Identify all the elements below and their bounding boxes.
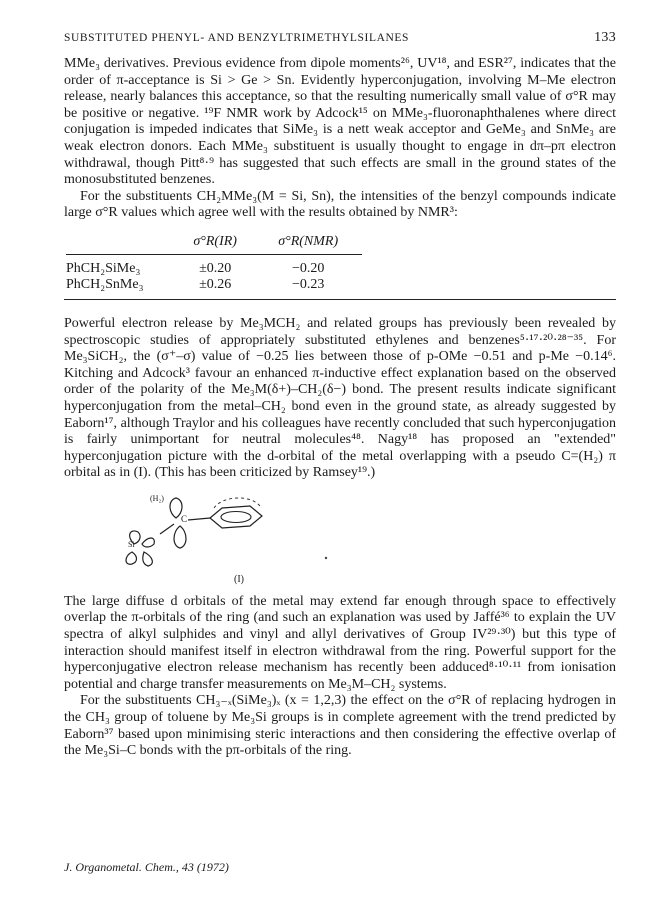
paragraph-5: For the substituents CH₃₋ₓ(SiMe₃)ₓ (x = 1,2,3) the effect on the σ°R of replacing hydrogen in the CH₃ group of toluene by Me₃Si groups is in complete agreement with the trend predicted by Eaborn³⁷ based upon minimising steric interactions and then considering the effective overlap of the Me₃Si–C bonds with the pπ-orbitals of the ring. [64,693,616,759]
structure-figure [64,488,616,588]
orbital-diagram [64,488,364,588]
table-cell-compound: PhCH₂SiMe₃ [66,260,141,276]
table-header-blank [66,230,176,255]
table-cell-nmr: −0.23 [291,276,325,292]
running-head [64,30,616,56]
figure-h2-label: (H₂) [150,493,164,503]
sigma-table [66,230,362,293]
table-cell-ir: ±0.20 [199,260,232,276]
table-row [66,277,362,293]
table-header-ir: σ°R(IR) [193,233,237,249]
page-number: 133 [594,30,616,45]
page [64,30,616,760]
figure-label: (I) [234,573,244,585]
journal-citation: J. Organometal. Chem., 43 (1972) [64,860,229,874]
figure-si-label: Si [128,539,135,549]
table-header-nmr: σ°R(NMR) [278,233,339,249]
paragraph-3: Powerful electron release by Me₃MCH₂ and related groups has previously been revealed by spectroscopic studies of appropriately substituted ethylenes and benzenes⁵·¹⁷·²⁰·²⁸⁻³⁵. For Me₃SiCH₂, the (σ⁺–σ) value of −0.25 lies between those of p-OMe −0.51 and p-Me −0.14⁶. Kitching and Adcock³ favour an enhanced π-inductive effect explanation based on the observed order of the polarity of the Me₃M(δ+)–CH₂(δ−) bond. The present results indicate significant hyperconjugation from the metal–CH₂ bond even in the ground state, as already suggested by Eaborn¹⁷, although Traylor and his colleagues have recently concluded that such hyperconjugation is fairly unimportant for neutral molecules⁴⁸. Nagy¹⁸ has proposed an "extended" hyperconjugation picture with the d-orbital of the metal overlapping with a pseudo C=(H₂) π orbital as in (I). (This has been criticized by Ramsey¹⁹.) [64,315,616,481]
paragraph-1: MMe₃ derivatives. Previous evidence from dipole moments²⁶, UV¹⁸, and ESR²⁷, indicates that the order of π-acceptance is Si > Ge > Sn. Evidently hyperconjugation, involving M–Me electron release, nearly balances this acceptance, so that the resulting numerically small value of σ°R may be positive or negative. ¹⁹F NMR work by Adcock¹⁵ on MMe₃-fluoronaphthalenes where direct conjugation is impeded indicates that SiMe₃ is a nett weak acceptor and GeMe₃ and SnMe₃ are weak electron donors. Each MMe₃ substituent is usually thought to engage in dπ–pπ electron withdrawal, though Pitt⁸·⁹ has suggested that such effects are small in the ground states of the monosubstituted benzenes. [64,56,616,188]
table-cell-ir: ±0.26 [199,276,232,292]
paragraph-4: The large diffuse d orbitals of the metal may extend far enough through space to effectively overlap the π-orbitals of the ring (and such an explanation was used by Jaffé³⁶ to explain the UV spectra of alkyl sulphides and vinyl and allyl derivatives of Group IV²⁹·³⁰) but this type of interaction should manifest itself in electron withdrawal from the ring. Powerful support for the hyperconjugative electron release mechanism has recently been adduced⁸·¹⁰·¹¹ from ionisation potential and charge transfer measurements on Me₃M–CH₂ systems. [64,593,616,692]
table-cell-compound: PhCH₂SnMe₃ [66,276,144,292]
paragraph-2: For the substituents CH₂MMe₃(M = Si, Sn), the intensities of the benzyl compounds indicate large σ°R values which agree well with the results obtained by NMR³: [64,188,616,221]
table-row [66,261,362,277]
table-cell-nmr: −0.20 [291,260,325,276]
figure-c-label: C [181,513,188,524]
running-head-title: SUBSTITUTED PHENYL- AND BENZYLTRIMETHYLSILANES [64,32,410,44]
